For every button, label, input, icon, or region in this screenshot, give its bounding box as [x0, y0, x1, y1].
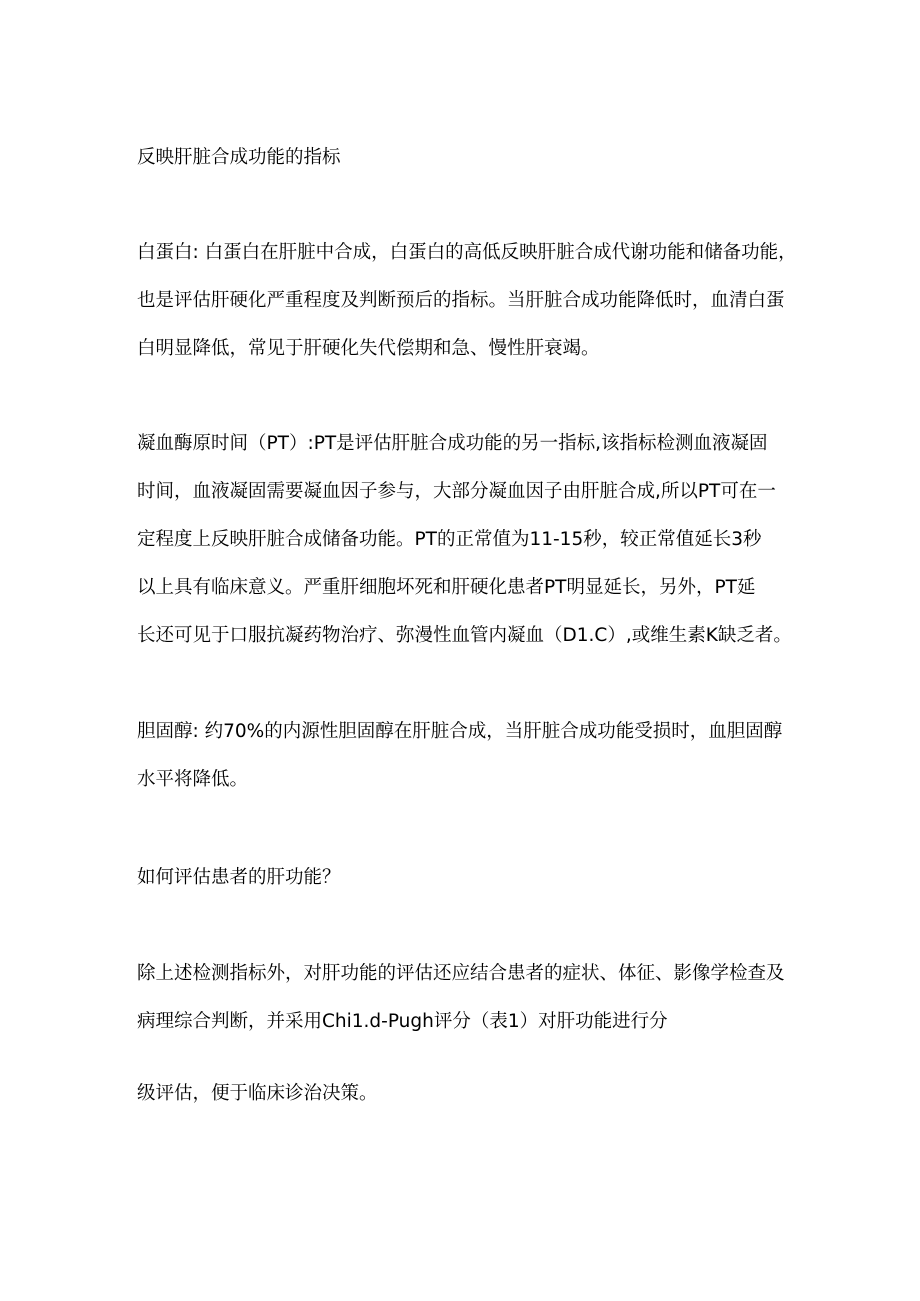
- pt-paragraph-line-5: 长还可见于口服抗凝药物治疗、弥漫性血管内凝血（D1.C）,或维生素K缺乏者。: [137, 625, 792, 646]
- pt-paragraph-line-4: 以上具有临床意义。严重肝细胞坏死和肝硬化患者PT明显延长，另外，PT延: [137, 577, 756, 598]
- cholesterol-paragraph-line-2: 水平将降低。: [137, 769, 249, 790]
- albumin-paragraph-line-1: 白蛋白: 白蛋白在肝脏中合成，白蛋白的高低反映肝脏合成代谢功能和储备功能，: [137, 242, 797, 263]
- assessment-paragraph-line-1: 除上述检测指标外，对肝功能的评估还应结合患者的症状、体征、影像学检查及: [137, 963, 785, 984]
- albumin-paragraph-line-2: 也是评估肝硬化严重程度及判断预后的指标。当肝脏合成功能降低时，血清白蛋: [137, 290, 785, 311]
- albumin-paragraph-line-3: 白明显降低，常见于肝硬化失代偿期和急、慢性肝衰竭。: [137, 338, 600, 359]
- assessment-paragraph-line-2: 病理综合判断，并采用Chi1.d-Pugh评分（表1）对肝功能进行分: [137, 1011, 668, 1032]
- section-heading: 反映肝脏合成功能的指标: [137, 147, 341, 168]
- assessment-paragraph-line-3: 级评估，便于临床诊治决策。: [137, 1083, 378, 1104]
- pt-paragraph-line-1: 凝血酶原时间（PT）:PT是评估肝脏合成功能的另一指标,该指标检测血液凝固: [137, 433, 768, 454]
- cholesterol-paragraph-line-1: 胆固醇: 约70%的内源性胆固醇在肝脏合成，当肝脏合成功能受损时，血胆固醇: [137, 721, 783, 742]
- pt-paragraph-line-2: 时间，血液凝固需要凝血因子参与，大部分凝血因子由肝脏合成,所以PT可在一: [137, 481, 776, 502]
- question-heading: 如何评估患者的肝功能？: [137, 867, 341, 888]
- pt-paragraph-line-3: 定程度上反映肝脏合成储备功能。PT的正常值为11-15秒，较正常值延长3秒: [137, 529, 762, 550]
